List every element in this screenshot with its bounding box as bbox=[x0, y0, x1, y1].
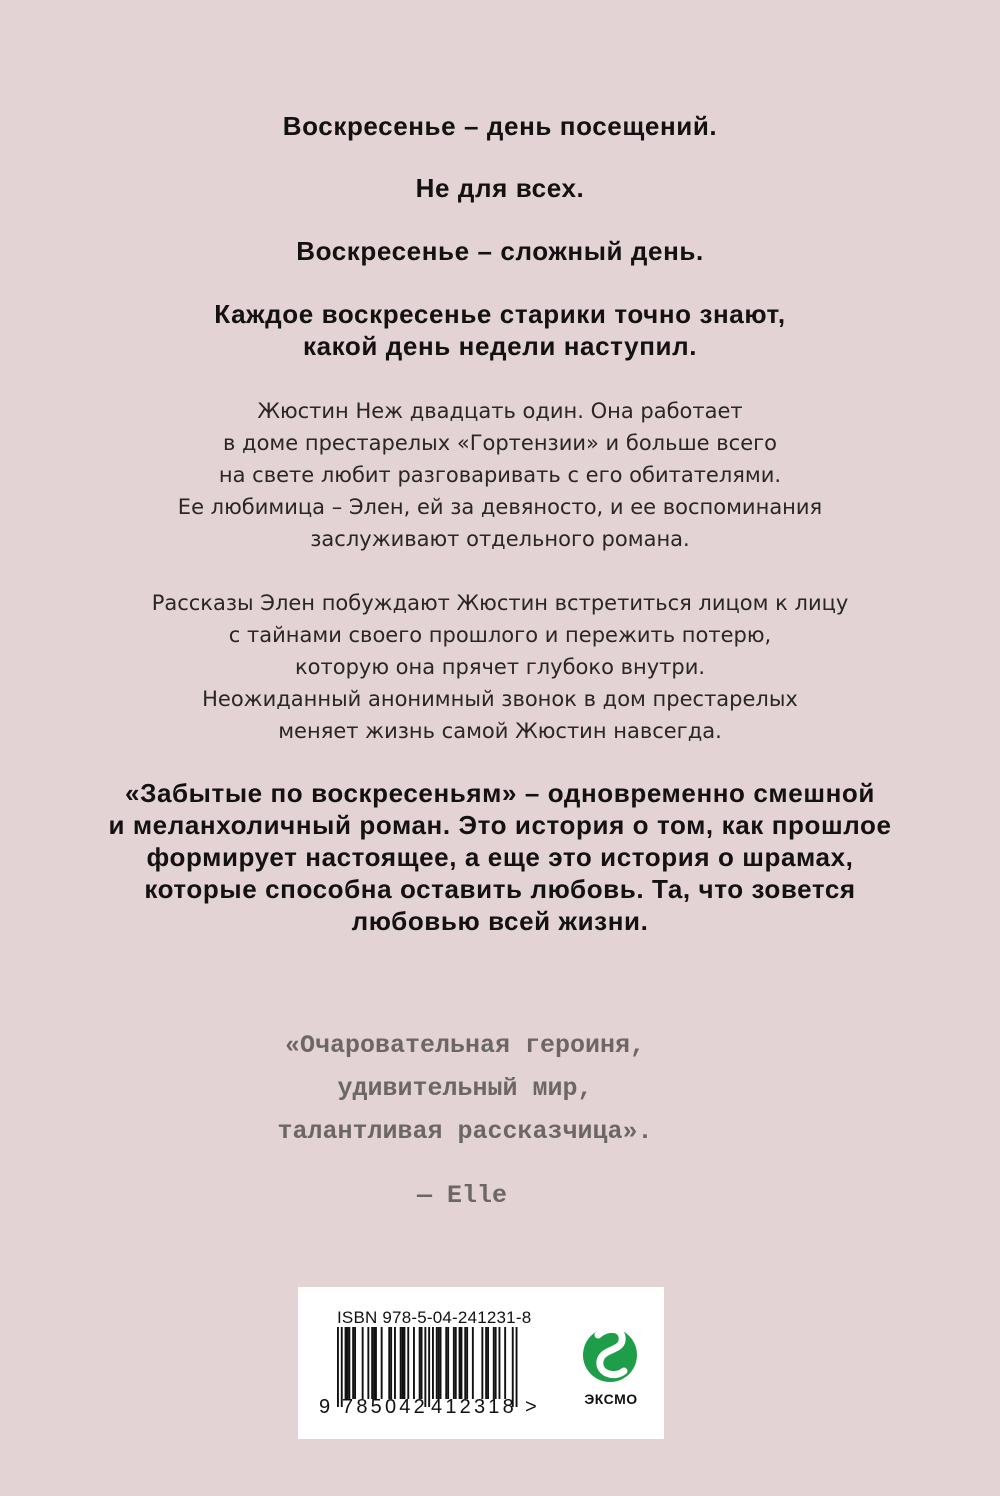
barcode-bar bbox=[341, 1327, 343, 1407]
publisher-name: ЭКСМО bbox=[584, 1391, 638, 1407]
paragraph-line: заслуживают отдельного романа. bbox=[310, 527, 690, 551]
quote-line: талантливая рассказчица». bbox=[277, 1117, 653, 1146]
barcode-bar bbox=[354, 1327, 356, 1399]
barcode-bar bbox=[455, 1327, 457, 1399]
barcode-bar bbox=[394, 1327, 396, 1399]
paragraph-line: Жюстин Неж двадцать один. Она работает bbox=[257, 399, 743, 423]
barcode-bar bbox=[407, 1327, 409, 1399]
barcode-bar bbox=[400, 1327, 402, 1399]
paragraph-helen-stories bbox=[0, 587, 1000, 747]
barcode-bar bbox=[375, 1327, 377, 1399]
isbn-label: ISBN 978-5-04-241231-8 bbox=[337, 1308, 532, 1327]
headline-difficult-day: Воскресенье – сложный день. bbox=[296, 236, 704, 266]
barcode-bar bbox=[485, 1327, 487, 1399]
paragraph-line: Неожиданный анонимный звонок в дом престарелых bbox=[202, 687, 798, 711]
paragraph-line: на свете любит разговаривать с его обитателями. bbox=[218, 463, 782, 487]
barcode-bar bbox=[445, 1327, 447, 1399]
paragraph-line: меняет жизнь самой Жюстин навсегда. bbox=[278, 719, 722, 743]
barcode-bar bbox=[421, 1327, 423, 1399]
barcode-bar bbox=[440, 1327, 442, 1399]
barcode-bar bbox=[381, 1327, 383, 1399]
paragraph-justine bbox=[0, 395, 1000, 555]
barcode-bar bbox=[419, 1327, 421, 1399]
barcode-panel bbox=[298, 1287, 664, 1439]
paragraph-line: в доме престарелых «Гортензии» и больше всего bbox=[223, 431, 777, 455]
summary-paragraph bbox=[0, 777, 1000, 937]
barcode-bar bbox=[447, 1327, 449, 1399]
barcode-bar bbox=[402, 1327, 404, 1399]
quote-line: удивительный мир, bbox=[337, 1074, 593, 1103]
barcode-bar bbox=[438, 1327, 440, 1399]
headline-not-for-all: Не для всех. bbox=[415, 173, 585, 203]
ean-first-digit: 9 bbox=[319, 1396, 331, 1418]
barcode-bar bbox=[493, 1327, 495, 1399]
barcode-bar bbox=[481, 1327, 483, 1399]
barcode-bar bbox=[413, 1327, 415, 1399]
paragraph-line: которую она прячет глубоко внутри. bbox=[294, 655, 706, 679]
paragraph-line: Ее любимица – Элен, ей за девяносто, и ее воспоминания bbox=[177, 495, 823, 519]
barcode-bar bbox=[390, 1327, 392, 1399]
headline-old-people bbox=[0, 298, 1000, 362]
barcode-bar bbox=[504, 1327, 506, 1399]
barcode-bar bbox=[373, 1327, 375, 1399]
quote-line: «Очаровательная героиня, bbox=[284, 1031, 646, 1060]
barcode-bar bbox=[367, 1327, 369, 1399]
barcode-bar bbox=[512, 1327, 514, 1407]
ean-left-digits: 785042 bbox=[342, 1396, 428, 1418]
barcode-bar bbox=[371, 1327, 373, 1399]
barcode-bar bbox=[436, 1327, 438, 1399]
barcode-bar bbox=[345, 1327, 347, 1399]
headline-sunday-visits: Воскресенье – день посещений. bbox=[282, 111, 718, 141]
barcode-bar bbox=[352, 1327, 354, 1399]
barcode-bar bbox=[362, 1327, 364, 1399]
headline-line: какой день недели наступил. bbox=[302, 331, 698, 361]
barcode-bar bbox=[347, 1327, 349, 1399]
paragraph-line: Рассказы Элен побуждают Жюстин встретиться лицом к лицу bbox=[151, 591, 849, 615]
eksmo-logo-icon bbox=[580, 1315, 640, 1403]
headline-line: Каждое воскресенье старики точно знают, bbox=[214, 299, 786, 329]
barcode-bar bbox=[404, 1327, 406, 1399]
ean-right-digits: 412318 bbox=[431, 1396, 517, 1418]
barcode-bar bbox=[432, 1327, 434, 1399]
barcode-bar bbox=[348, 1327, 350, 1399]
barcode-bar bbox=[466, 1327, 468, 1399]
review-quote bbox=[0, 1024, 930, 1153]
summary-line: и меланхоличный роман. Это история о том, как прошлое bbox=[108, 810, 892, 840]
barcode-bar bbox=[453, 1327, 455, 1399]
quote-attribution: — Elle bbox=[417, 1181, 508, 1210]
barcode-bar bbox=[459, 1327, 461, 1399]
barcode-bar bbox=[464, 1327, 466, 1399]
paragraph-line: с тайнами своего прошлого и пережить потерю, bbox=[228, 623, 772, 647]
barcode-bar bbox=[516, 1327, 518, 1407]
barcode-bar bbox=[428, 1327, 430, 1407]
summary-line: «Забытые по воскресеньям» – одновременно смешной bbox=[125, 778, 875, 808]
barcode-bar bbox=[472, 1327, 474, 1399]
barcode-bar bbox=[499, 1327, 501, 1399]
summary-line: формирует настоящее, а еще это история о шрамах, bbox=[146, 842, 854, 872]
barcode-bar bbox=[461, 1327, 463, 1399]
ean-quiet-mark: > bbox=[525, 1396, 537, 1418]
barcode-bar bbox=[495, 1327, 497, 1399]
barcode-bar bbox=[337, 1327, 339, 1407]
barcode-bar bbox=[424, 1327, 426, 1407]
barcode-bar bbox=[388, 1327, 390, 1399]
barcode-bar bbox=[487, 1327, 489, 1399]
summary-line: любовью всей жизни. bbox=[351, 906, 649, 936]
summary-line: которые способна оставить любовь. Та, что зовется bbox=[144, 874, 856, 904]
